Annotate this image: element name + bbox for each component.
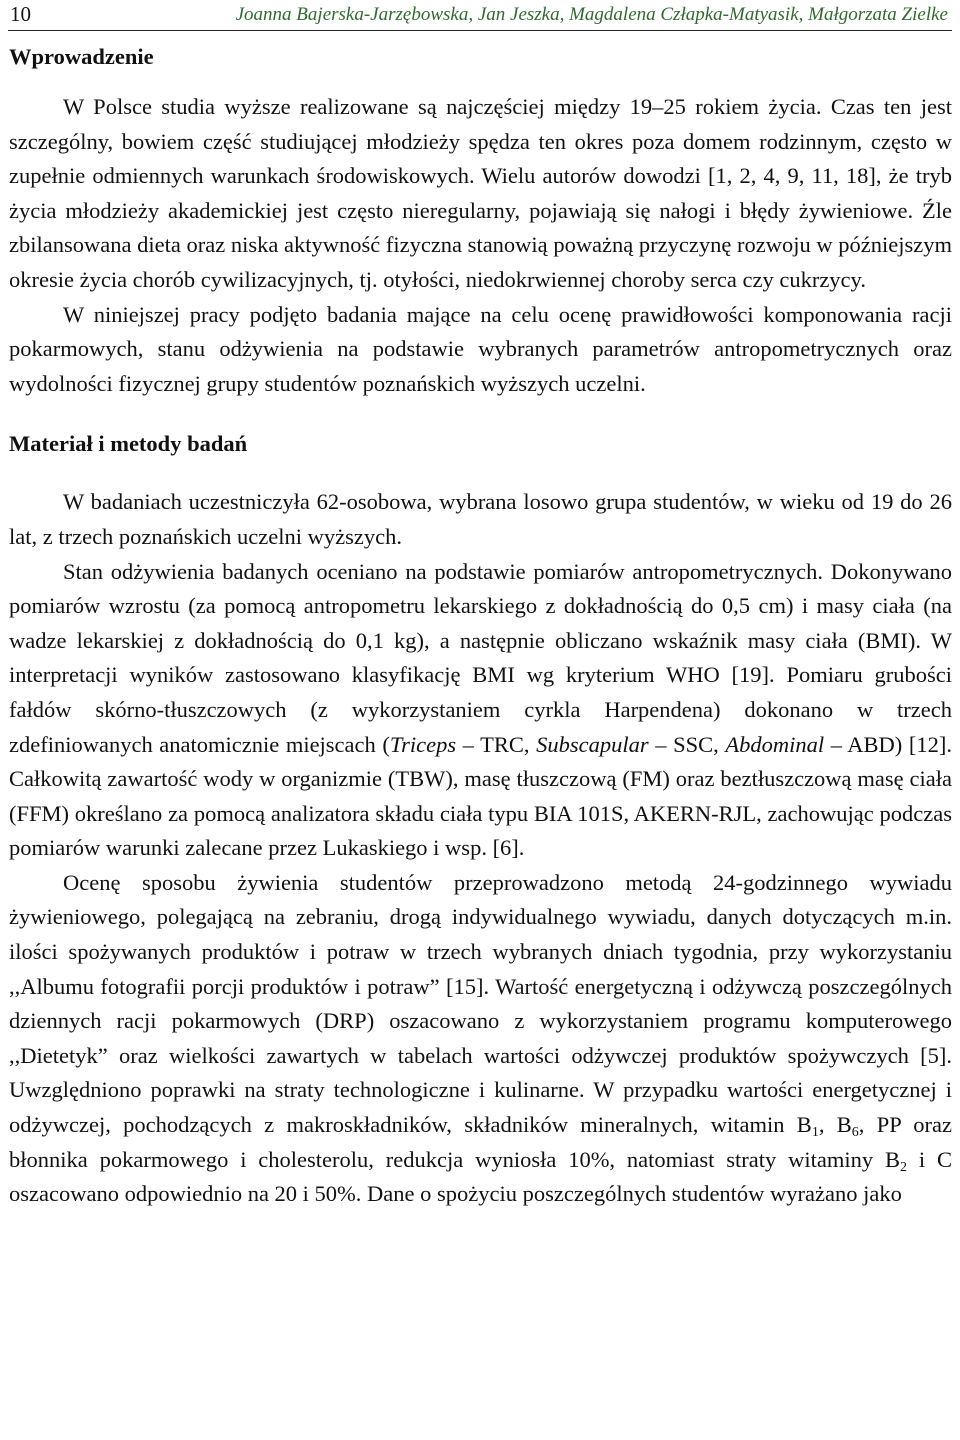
paragraph <box>9 555 952 866</box>
paragraph: W Polsce studia wyższe realizowane są najczęściej między 19–25 rokiem życia. Czas ten jest szczególny, bowiem część studiującej młodzieży spędza ten okres poza domem rodzinnym, często w zupełnie odmiennych warunkach środowiskowych. Wielu autorów dowodzi [1, 2, 4, 9, 11, 18], że tryb życia młodzieży akademickiej jest często nieregularny, pojawiają się nałogi i błędy żywieniowe. Źle zbilansowana dieta oraz niska aktywność fizyczna stanowią poważną przyczynę rozwoju w późniejszym okresie życia chorób cywilizacyjnych, tj. otyłości, niedokrwiennej choroby serca czy cukrzycy. <box>9 94 952 292</box>
text-run: Stan odżywienia badanych oceniano na podstawie pomiarów antropometrycznych. Dokonywano pomiarów wzrostu (za pomocą antropometru lekarskiego z dokładnością do 0,5 cm) i masy ciała (na wadze lekarskiej z dokładnością do 0,1 kg), a następnie obliczano wskaźnik masy ciała (BMI). W interpretacji wyników zastosowano klasyfikację BMI wg kryterium WHO [19]. Pomiaru grubości fałdów skórno-tłuszczowych (z wykorzystaniem cyrkla Harpendena) dokonano w trzech zdefiniowanych anatomicznie miejscach ( <box>9 558 952 757</box>
paragraph: W niniejszej pracy podjęto badania mające na celu ocenę prawidłowości komponowania racji pokarmowych, stanu odżywienia na podstawie wybranych parametrów antropometrycznych oraz wydolności fizycznej grupy studentów poznańskich wyższych uczelni. <box>9 301 952 396</box>
text-run: , PP oraz błonnika pokarmowego i cholesterolu, redukcja wyniosła 10%, natomiast straty witaminy B <box>9 1112 952 1172</box>
section-heading-methods: Materiał i metody badań <box>9 431 248 457</box>
spacer <box>9 401 952 427</box>
text-run: Ocenę sposobu żywienia studentów przeprowadzono metodą 24-godzinnego wywiadu żywieniowego, polegającą na zebraniu, drogą indywidualnego wywiadu, danych dotyczących m.in. ilości spożywanych produktów i potraw w trzech wybranych dniach tygodnia, przy wykorzystaniu ,,Albumu fotografii porcji produktów i potraw” [15]. Wartość energetyczną i odżywczą poszczególnych dziennych racji pokarmowych (DRP) oszacowano z wykorzystaniem programu komputerowego ,,Dietetyk” oraz wielkości zawartych w tabelach wartości odżywczej produktów spożywczych [5]. Uwzględniono poprawki na straty technologiczne i kulinarne. W przypadku wartości energetycznej i odżywczej, pochodzących z makroskładników, składników mineralnych, witamin B <box>9 869 952 1138</box>
paragraph: W badaniach uczestniczyła 62-osobowa, wybrana losowo grupa studentów, w wieku od 19 do 26 lat, z trzech poznańskich uczelni wyższych. <box>9 489 952 549</box>
subscript: 1 <box>811 1125 819 1141</box>
subscript: 6 <box>851 1125 859 1141</box>
paragraph <box>9 866 952 1212</box>
text-run: – ABD) [12]. Całkowitą zawartość wody w organizmie (TBW), masę tłuszczową (FM) oraz beztłuszczową masę ciała (FFM) określano za pomocą analizatora składu ciała typu BIA 101S, AKERN-RJL, zachowując podczas pomiarów warunki zalecane przez Lukaskiego i wsp. [6]. <box>9 731 952 861</box>
text-run: i C oszacowano odpowiednio na 20 i 50%. Dane o spożyciu poszczególnych studentów wyrażano jako <box>9 1146 952 1207</box>
italic-term: Triceps <box>389 731 457 757</box>
section-heading-introduction: Wprowadzenie <box>9 44 154 69</box>
running-header-authors: Joanna Bajerska-Jarzębowska, Jan Jeszka, Magdalena Człapka-Matyasik, Małgorzata Zielke <box>235 4 948 25</box>
body-text <box>9 40 952 1212</box>
spacer <box>9 74 952 90</box>
italic-term: Subscapular <box>536 731 649 757</box>
subscript: 2 <box>900 1159 907 1175</box>
text-run: – SSC, <box>648 731 726 757</box>
spacer <box>9 461 952 485</box>
running-header <box>8 0 952 31</box>
text-run: – TRC, <box>456 731 537 757</box>
italic-term: Abdominal <box>725 731 825 757</box>
text-run: , B <box>818 1112 852 1138</box>
page-number: 10 <box>10 2 31 26</box>
